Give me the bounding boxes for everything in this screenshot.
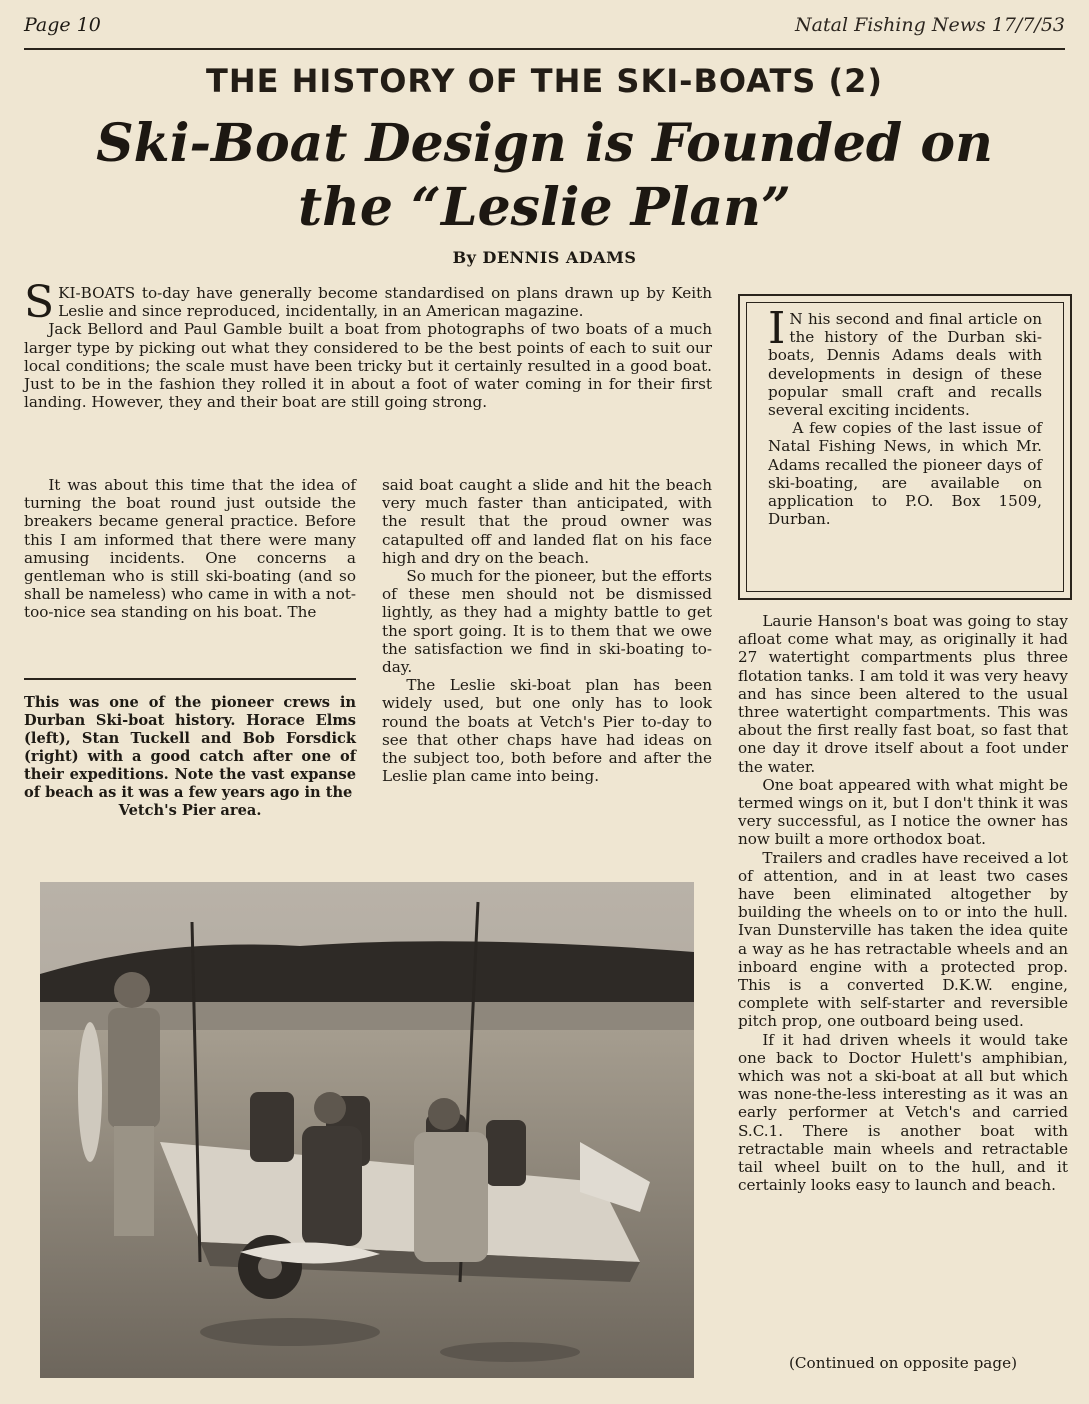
page-number: Page 10 xyxy=(24,14,101,36)
byline: By DENNIS ADAMS xyxy=(452,248,637,267)
photo-caption-last-line: Vetch's Pier area. xyxy=(118,802,262,819)
column-3-paragraph-1: Laurie Hanson's boat was going to stay afloat come what may, as originally it had 27 watertight compartments plus three flotation tanks. I am told it was very heavy and has since been altered to the usual three watertight compartments. This was about the first really fast boat, so fast that one day it drove itself about a foot under the water. xyxy=(738,612,1068,776)
column-3-text xyxy=(738,612,1068,1195)
headline-line-2: the “Leslie Plan” xyxy=(298,177,791,238)
column-3-paragraph-2: One boat appeared with what might be termed wings on it, but I don't think it was very successful, as I notice the owner has now built a more orthodox boat. xyxy=(738,775,1068,849)
caption-rule xyxy=(24,678,356,680)
photo-caption-text: This was one of the pioneer crews in Durban Ski-boat history. Horace Elms (left), Stan Tuckell and Bob Forsdick (right) with a good catch after one of their expeditions. Note the vast expanse of beach as it was a few years ago in the xyxy=(24,694,356,801)
lead-paragraph-1-text: KI-BOATS to-day have generally become standardised on plans drawn up by Keith Leslie and since reproduced, incidentally, in an American magazine. xyxy=(58,284,712,321)
continued-note: (Continued on opposite page) xyxy=(789,1354,1017,1372)
crew-photograph xyxy=(40,882,694,1378)
series-kicker: THE HISTORY OF THE SKI-BOATS (2) xyxy=(206,62,883,100)
headline-line-1: Ski-Boat Design is Founded on xyxy=(96,113,993,174)
lead-text xyxy=(24,277,712,412)
editor-note-box xyxy=(738,294,1072,600)
lead-paragraph-1 xyxy=(24,277,712,328)
column-1-paragraph-1: It was about this time that the idea of turning the boat round just outside the breakers became general practice. Before this I am informed that there were many amusing incidents. One concerns a gentleman who is still ski-boating (and so shall be nameless) who came in with a not-too-nice sea standing on his boat. The xyxy=(24,476,356,622)
column-3-paragraph-3: Trailers and cradles have received a lot of attention, and in at least two cases have been eliminated altogether by building the wheels on to or into the hull. Ivan Dunsterville has taken the idea quite a way as he has retractable wheels and an inboard engine with a protected prop. This is a converted D.K.W. engine, complete with self-starter and reversible pitch prop, one outboard being used. xyxy=(738,848,1068,1031)
header-rule xyxy=(24,48,1065,50)
column-2-paragraph-2: So much for the pioneer, but the efforts of these men should not be dismissed lightly, as they had a mighty battle to get the sport going. It is to them that we owe the satisfaction we find in ski-boating to-day. xyxy=(382,567,712,677)
editor-note-paragraph-2: A few copies of the last issue of Natal Fishing News, in which Mr. Adams recalled the pioneer days of ski-boating, are available on application to P.O. Box 1509, Durban. xyxy=(768,419,1042,529)
lead-paragraph-2: Jack Bellord and Paul Gamble built a boat from photographs of two boats of a much larger type by picking out what they considered to be the best points of each to suit our local conditions; the scale must have been tricky but it certainly resulted in a good boat. Just to be in the fashion they rolled it in about a foot of water coming in for their first landing. However, they and their boat are still going strong. xyxy=(24,320,712,412)
headline xyxy=(20,112,1069,240)
editor-note-paragraph-1-text: N his second and final article on the history of the Durban ski-boats, Dennis Adams deals with developments in design of these popular small craft and recalls several exciting incidents. xyxy=(768,310,1042,420)
column-1-text xyxy=(24,476,356,622)
editor-note-paragraph-1 xyxy=(768,303,1042,420)
drop-cap: S xyxy=(24,277,55,328)
column-2-paragraph-3: The Leslie ski-boat plan has been widely used, but one only has to look round the boats at Vetch's Pier to-day to see that other chaps have had ideas on the subject too, both before and after the Leslie plan came into being. xyxy=(382,676,712,786)
editor-note-text xyxy=(768,303,1042,529)
column-2-paragraph-1: said boat caught a slide and hit the beach very much faster than anticipated, with the result that the proud owner was catapulted off and landed flat on his face high and dry on the beach. xyxy=(382,476,712,567)
photo-caption xyxy=(24,694,356,820)
editor-note-drop-cap: I xyxy=(768,303,786,354)
crew-photograph-illustration xyxy=(40,882,694,1378)
column-2-text xyxy=(382,476,712,785)
publication-dateline: Natal Fishing News 17/7/53 xyxy=(795,14,1065,36)
column-3-paragraph-4: If it had driven wheels it would take one back to Doctor Hulett's amphibian, which was not a ski-boat at all but which was none-the-less interesting as it was an early performer at Vetch's and carried S.C.1. There is another boat with retractable main wheels and retractable tail wheel built on to the hull, and it certainly looks easy to launch and beach. xyxy=(738,1030,1068,1195)
